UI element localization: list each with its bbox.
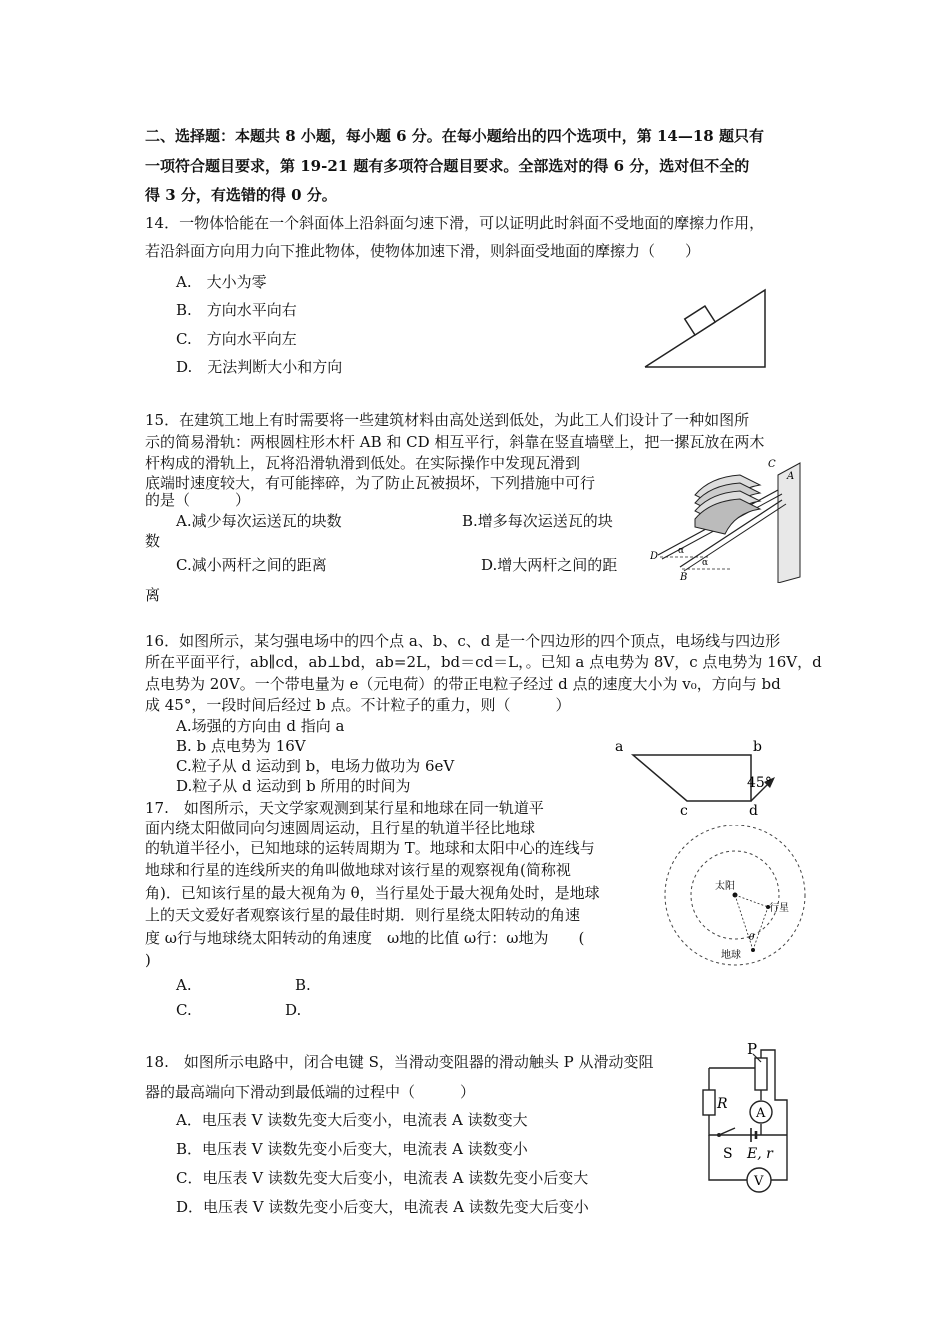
point-c: c bbox=[680, 803, 688, 819]
point-b: b bbox=[753, 739, 762, 755]
q14-option-b: B. 方向水平向右 bbox=[176, 301, 297, 319]
earth-label: 地球 bbox=[721, 950, 741, 961]
tile-stack bbox=[695, 475, 760, 534]
q18-option-c: C．电压表 V 读数先变大后变小，电流表 A 读数先变小后变大 bbox=[176, 1169, 589, 1187]
sun-planet-line bbox=[735, 895, 768, 907]
q18-stem-line-2: 器的最高端向下滑动到最低端的过程中（ ） bbox=[145, 1083, 476, 1101]
q17-stem-line-2: 面内绕太阳做同向匀速圆周运动，且行星的轨道半径比地球 bbox=[145, 819, 536, 837]
q15-stem-line-4: 底端时速度较大，有可能摔碎，为了防止瓦被损坏，下列措施中可行 bbox=[145, 474, 596, 492]
q15-stem-line-2: 示的简易滑轨：两根圆柱形木杆 AB 和 CD 相互平行，斜靠在竖直墙壁上，把一摞瓦放在两木 bbox=[145, 433, 765, 451]
q17-option-a: A. bbox=[176, 976, 192, 994]
q17-option-c: C. bbox=[176, 1001, 192, 1019]
q16-stem-line-2: 所在平面平行，ab∥cd，ab⊥bd，ab=2L，bd＝cd＝L，。已知 a 点电势为 8V，c 点电势为 16V，d bbox=[145, 653, 822, 671]
q17-stem-line-8: ) bbox=[145, 951, 151, 969]
q16-option-a: A.场强的方向由 d 指向 a bbox=[176, 717, 345, 735]
resistor-r bbox=[703, 1090, 715, 1115]
label-s: S bbox=[723, 1146, 733, 1162]
label-c: C bbox=[768, 459, 776, 470]
section-line-2: 一项符合题目要求，第 19-21 题有多项符合题目要求。全部选对的得 6 分，选对但不全的 bbox=[145, 157, 750, 175]
label-ammeter: A bbox=[756, 1106, 766, 1121]
label-p: P bbox=[747, 1040, 758, 1058]
q18-option-a: A．电压表 V 读数先变大后变小，电流表 A 读数变大 bbox=[176, 1111, 528, 1129]
label-voltmeter: V bbox=[754, 1174, 764, 1189]
q14-option-a: A. 大小为零 bbox=[176, 273, 267, 291]
q15-option-d: D.增大两杆之间的距 bbox=[481, 556, 618, 574]
q15-stem-line-1: 15．在建筑工地上有时需要将一些建筑材料由高处送到低处，为此工人们设计了一种如图所 bbox=[145, 411, 750, 429]
q18-option-d: D．电压表 V 读数先变小后变大，电流表 A 读数先变大后变小 bbox=[176, 1198, 589, 1216]
angle-label: 45° bbox=[747, 775, 772, 791]
q15-stem-line-5: 的是（ ） bbox=[145, 491, 251, 509]
rheostat bbox=[755, 1058, 767, 1090]
section-line-3: 得 3 分，有选错的得 0 分。 bbox=[145, 186, 337, 204]
q15-option-c: C.减小两杆之间的距离 bbox=[176, 556, 327, 574]
q15-option-b: B.增多每次运送瓦的块 bbox=[462, 512, 613, 530]
q15-option-b-cont: 数 bbox=[145, 532, 161, 550]
quadrilateral-figure bbox=[605, 735, 790, 820]
section-line-1: 二、选择题：本题共 8 小题，每小题 6 分。在每小题给出的四个选项中，第 14—18 题只有 bbox=[145, 127, 764, 145]
q16-option-d: D.粒子从 d 运动到 b 所用的时间为 bbox=[176, 777, 411, 795]
orbit-figure bbox=[663, 825, 808, 970]
q17-option-b: B. bbox=[295, 976, 311, 994]
incline-block bbox=[685, 306, 715, 335]
q16-stem-line-4: 成 45°，一段时间后经过 b 点。不计粒子的重力，则（ ） bbox=[145, 696, 571, 714]
quadrilateral bbox=[633, 755, 751, 801]
q14-stem-line-2: 若沿斜面方向用力向下推此物体，使物体加速下滑，则斜面受地面的摩擦力（ ） bbox=[145, 242, 701, 260]
circuit-figure bbox=[695, 1040, 805, 1195]
q17-stem-line-1: 17. 如图所示，天文学家观测到某行星和地球在同一轨道平 bbox=[145, 799, 544, 817]
q15-stem-line-3: 杆构成的滑轨上，瓦将沿滑轨滑到低处。在实际操作中发现瓦滑到 bbox=[145, 454, 581, 472]
theta-label: θ bbox=[749, 933, 755, 943]
q18-option-b: B．电压表 V 读数先变小后变大，电流表 A 读数变小 bbox=[176, 1140, 528, 1158]
label-b: B bbox=[680, 572, 688, 583]
planet-label: 行星 bbox=[769, 903, 789, 914]
q16-stem-line-1: 16．如图所示，某匀强电场中的四个点 a、b、c、d 是一个四边形的四个顶点，电场线与四边形 bbox=[145, 632, 781, 650]
label-er: E, r bbox=[747, 1146, 773, 1162]
q17-stem-line-5: 角)．已知该行星的最大视角为 θ，当行星处于最大视角处时，是地球 bbox=[145, 884, 600, 902]
q18-stem-line-1: 18. 如图所示电路中，闭合电键 S，当滑动变阻器的滑动触头 P 从滑动变阻 bbox=[145, 1053, 654, 1071]
q16-option-b: B. b 点电势为 16V bbox=[176, 737, 306, 755]
label-r: R bbox=[717, 1096, 728, 1112]
q16-option-c: C.粒子从 d 运动到 b，电场力做功为 6eV bbox=[176, 757, 455, 775]
point-d: d bbox=[749, 803, 758, 819]
label-alpha-2: α bbox=[702, 558, 709, 568]
label-alpha-1: α bbox=[678, 546, 685, 556]
q17-stem-line-4: 地球和行星的连线所夹的角叫做地球对该行星的观察视角(简称视 bbox=[145, 861, 571, 879]
q14-option-d: D. 无法判断大小和方向 bbox=[176, 358, 343, 376]
q15-option-d-cont: 离 bbox=[145, 586, 161, 604]
q17-stem-line-6: 上的天文爱好者观察该行星的最佳时期．则行星绕太阳转动的角速 bbox=[145, 906, 581, 924]
q14-option-c: C. 方向水平向左 bbox=[176, 330, 297, 348]
point-a: a bbox=[615, 739, 624, 755]
q15-option-a: A.减少每次运送瓦的块数 bbox=[176, 512, 342, 530]
q16-stem-line-3: 点电势为 20V。一个带电量为 e（元电荷）的带正电粒子经过 d 点的速度大小为 v₀，方向与 bd bbox=[145, 675, 781, 693]
label-a: A bbox=[787, 471, 795, 482]
q17-stem-line-3: 的轨道半径小，已知地球的运转周期为 T。地球和太阳中心的连线与 bbox=[145, 839, 595, 857]
q17-option-d: D. bbox=[285, 1001, 302, 1019]
sun-label: 太阳 bbox=[715, 881, 735, 892]
rail-figure bbox=[650, 455, 805, 583]
incline-figure bbox=[640, 285, 775, 370]
label-d: D bbox=[650, 551, 659, 562]
q17-stem-line-7: 度 ω行与地球绕太阳转动的角速度 ω地的比值 ω行：ω地为 ( bbox=[145, 929, 585, 947]
earth-planet-line bbox=[753, 907, 768, 950]
q14-stem-line-1: 14．一物体恰能在一个斜面体上沿斜面匀速下滑，可以证明此时斜面不受地面的摩擦力作用， bbox=[145, 214, 765, 232]
